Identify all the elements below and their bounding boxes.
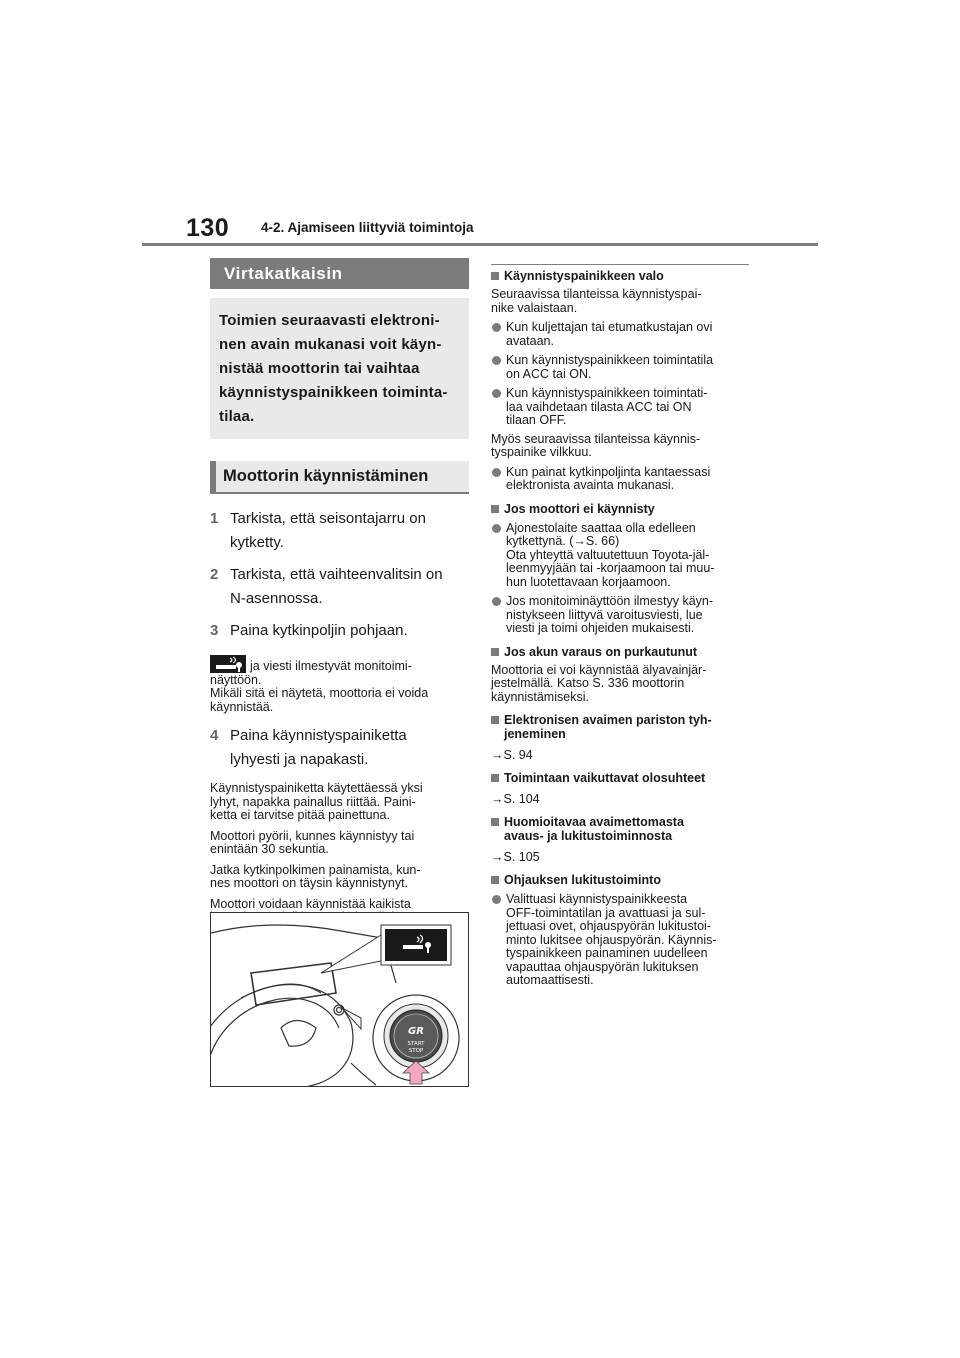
paragraph — [210, 782, 469, 823]
note-text: ja viesti ilmestyvät monitoimi- — [250, 659, 412, 673]
bullet-item: Jos monitoiminäyttöön ilmestyy käyn- nistykseen liittyvä varoitusviesti, lue viesti ja toimi ohjeiden mukaisesti. — [491, 595, 749, 636]
round-bullet-icon — [492, 524, 501, 533]
note-text: näyttöön. — [210, 672, 262, 687]
intro-line: Toimien seuraavasti elektroni- — [219, 312, 440, 329]
page-reference: →S. 104 — [491, 792, 540, 806]
subheading-ohjauksen-lukitus: Ohjauksen lukitustoiminto — [491, 873, 749, 887]
step-text: Tarkista, että vaihteenvalitsin on — [230, 566, 443, 583]
subheading-akun-varaus: Jos akun varaus on purkautunut — [491, 645, 749, 659]
paragraph: Myös seuraavissa tilanteissa käynnis- tyspainike vilkkuu. — [491, 431, 701, 459]
start-label: START — [407, 1041, 425, 1047]
page-reference: →S. 105 — [491, 850, 540, 864]
step-number: 4 — [210, 727, 219, 744]
header-rule — [142, 243, 818, 246]
round-bullet-icon — [492, 468, 501, 477]
step-text: Paina kytkinpoljin pohjaan. — [230, 622, 408, 639]
round-bullet-icon — [492, 597, 501, 606]
subheading-ei-kaynnisty: Jos moottori ei käynnisty — [491, 502, 749, 516]
step-1 — [210, 507, 469, 555]
bullet-item: Kun käynnistyspainikkeen toimintatila on ACC tai ON. — [491, 354, 749, 381]
subheading-avaimeton: Huomioitavaa avaimettomasta avaus- ja lukitustoiminnosta — [491, 815, 749, 843]
paragraph: Moottoria ei voi käynnistää älyavainjär- jestelmällä. Katso S. 336 moottorin käynnistämiseksi. — [491, 662, 707, 704]
square-bullet-icon — [491, 648, 499, 656]
steps-list — [210, 507, 469, 643]
steering-wheel-illustration — [210, 912, 469, 1087]
square-bullet-icon — [491, 272, 499, 280]
explanation-paragraphs — [210, 782, 469, 925]
subheading-valo: Käynnistyspainikkeen valo — [491, 269, 749, 283]
heading-virtakatkaisin: Virtakatkaisin — [210, 258, 469, 289]
note-text: Mikäli sitä ei näytetä, moottoria ei voida — [210, 686, 429, 700]
section-title: 4-2. Ajamiseen liittyviä toimintoja — [261, 220, 474, 235]
paragraph-line: lyhyt, napakka painallus riittää. Paini- — [210, 794, 416, 809]
paragraph — [210, 830, 469, 857]
bullet-item: Kun kuljettajan tai etumatkustajan ovi avataan. — [491, 321, 749, 348]
paragraph-line: Jatka kytkinpolkimen painamista, kun- — [210, 862, 421, 877]
left-column — [210, 258, 469, 925]
intro-line: nen avain mukanasi voit käyn- — [219, 336, 442, 353]
bullet-item: Kun painat kytkinpoljinta kantaessasi elektronista avainta mukanasi. — [491, 466, 749, 493]
page-reference: →S. 94 — [491, 748, 533, 762]
smart-key-warning-icon — [210, 655, 246, 673]
indicator-note — [210, 655, 469, 714]
round-bullet-icon — [492, 895, 501, 904]
intro-line: käynnistyspainikkeen toiminta- — [219, 384, 448, 401]
square-bullet-icon — [491, 774, 499, 782]
square-bullet-icon — [491, 876, 499, 884]
intro-line: tilaa. — [219, 408, 255, 425]
page-number: 130 — [186, 214, 230, 242]
bullet-item: Ajonestolaite saattaa olla edelleen kytkettynä. (→S. 66) Ota yhteyttä valtuutettuun Toyota-jäl- leenmyyjään tai -korjaamoon tai muu- hun luotettavaan korjaamoon. — [491, 522, 749, 590]
paragraph: Seuraavissa tilanteissa käynnistyspai- nike valaistaan. — [491, 287, 702, 315]
square-bullet-icon — [491, 818, 499, 826]
paragraph-line: nes moottori on täysin käynnistynyt. — [210, 876, 409, 890]
round-bullet-icon — [492, 389, 501, 398]
bullet-item: Valittuasi käynnistyspainikkeesta OFF-toimintatilan ja avattuasi ja sul- jettuasi ovet, ohjauspyörän lukitustoi- minto lukitsee ohjauspyörän. Käynnis- tyspainikkeen painaminen uudelleen vapauttaa ohjauspyörän lukituksen automaattisesti. — [491, 893, 749, 988]
step-text: Paina käynnistyspainiketta — [230, 727, 407, 744]
paragraph-line: Moottori pyörii, kunnes käynnistyy tai — [210, 828, 415, 843]
intro-line: nistää moottorin tai vaihtaa — [219, 360, 420, 377]
step-text: Tarkista, että seisontajarru on — [230, 510, 426, 527]
step-number: 3 — [210, 622, 219, 639]
paragraph-line: Moottori voidaan käynnistää kaikista — [210, 896, 411, 911]
step-3 — [210, 619, 469, 643]
heading-moottorin-kaynnistaminen: Moottorin käynnistäminen — [210, 461, 469, 494]
step-number: 1 — [210, 510, 219, 527]
subheading-olosuhteet: Toimintaan vaikuttavat olosuhteet — [491, 771, 749, 785]
intro-box — [210, 298, 469, 439]
paragraph-line: Käynnistyspainiketta käytettäessä yksi — [210, 781, 423, 795]
round-bullet-icon — [492, 323, 501, 332]
right-column — [491, 262, 749, 988]
square-bullet-icon — [491, 716, 499, 724]
step-4 — [210, 724, 469, 772]
note-text: käynnistää. — [210, 699, 274, 714]
subheading-pariston-tyhjeneminen: Elektronisen avaimen pariston tyh- jeneminen — [491, 713, 749, 741]
step-number: 2 — [210, 566, 219, 583]
square-bullet-icon — [491, 505, 499, 513]
dashboard-drawing — [211, 913, 468, 1086]
stop-label: STOP — [408, 1048, 424, 1054]
step-2 — [210, 563, 469, 611]
bullet-item: Kun käynnistyspainikkeen toimintati- laa vaihdetaan tilasta ACC tai ON tilaan OFF. — [491, 387, 749, 428]
paragraph — [210, 864, 469, 891]
step-text: kytketty. — [230, 534, 284, 551]
paragraph-line: ketta ei tarvitse pitää painettuna. — [210, 808, 390, 822]
round-bullet-icon — [492, 356, 501, 365]
paragraph-line: enintään 30 sekuntia. — [210, 842, 329, 856]
step-text: N-asennossa. — [230, 590, 323, 607]
gr-logo: GR — [408, 1026, 424, 1037]
callout-lines — [321, 935, 381, 1029]
step-text: lyhyesti ja napakasti. — [230, 751, 369, 768]
